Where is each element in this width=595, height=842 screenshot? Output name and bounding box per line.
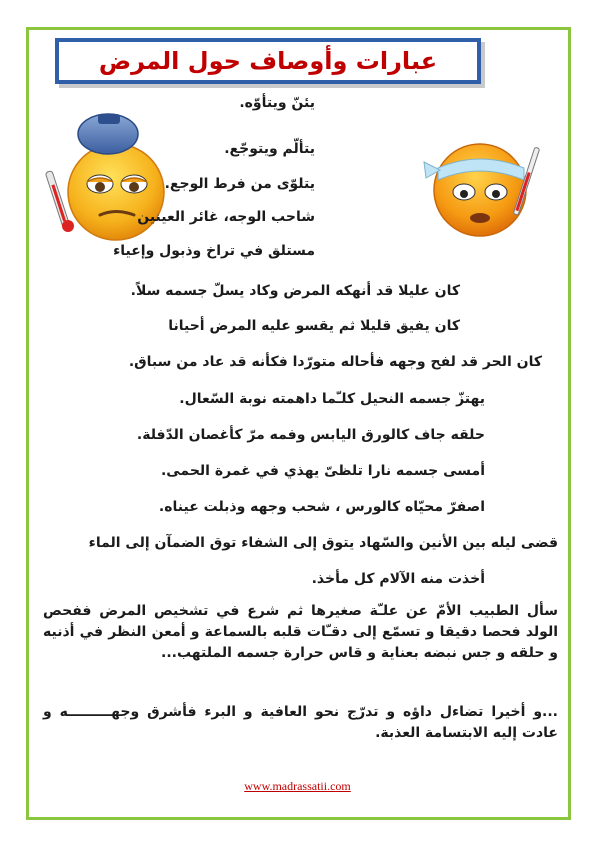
- phrase-line: أمسى جسمه نارا تلظىّ يهذي في غمرة الحمى.: [160, 463, 485, 479]
- phrase-line: يتألّم ويتوجّع.: [224, 141, 315, 157]
- phrase-line: كان الحر قد لفح وجهه فأحاله متورّدا فكأنه قد عاد من سباق.: [128, 354, 542, 370]
- phrase-line: كان يفيق قليلا ثم يقسو عليه المرض أحيانا: [168, 318, 460, 334]
- website-link[interactable]: www.madrassatii.com: [244, 779, 351, 793]
- phrase-line: مستلق في تراخ وذبول وإعياء: [113, 243, 315, 259]
- phrase-line: يهتزّ جسمه النحيل كلـّما داهمته نوبة السّعال.: [179, 391, 485, 407]
- phrase-line: يئنّ ويتأوّه.: [239, 95, 315, 111]
- phrase-line: شاحب الوجه، غائر العينين: [137, 209, 315, 225]
- phrase-line: حلقه جاف كالورق اليابس وفمه مرّ كأغصان الدّفلة.: [136, 427, 485, 443]
- phrase-line: كان عليلا قد أنهكه المرض وكاد يسلّ جسمه سلاً.: [130, 283, 460, 299]
- phrase-line: أخذت منه الآلام كل مأخذ.: [311, 571, 485, 587]
- title-box: [55, 38, 481, 84]
- paragraph-diagnosis: سأل الطبيب الأمّ عن علـّة صغيرها ثم شرع في تشخيص المرض ففحص الولد فحصا دقيقا و تسمّع إلى دقـّات قلبه بالسماعة و أمعن النظر في أذنيه و حلقه و جس نبضه بعناية و قاس حرارة جسمه الملتهب...: [43, 603, 558, 661]
- page-title: عبارات وأوصاف حول المرض: [98, 47, 438, 75]
- sick-emoji-bandage-image: [412, 132, 547, 242]
- paragraph-recovery: ...و أخيرا تضاءل داؤه و تدرّج نحو العافية و البرء فأشرق وجهـــــــــه و عادت إليه الابتسامة العذبة.: [43, 704, 558, 741]
- phrase-line: يتلوّى من فرط الوجع.: [164, 176, 315, 192]
- phrase-line: قضى ليله بين الأنين والسّهاد يتوق إلى الشفاء توق الضمآن إلى الماء: [88, 535, 558, 551]
- phrase-line: اصفرّ محيّاه كالورس ، شحب وجهه وذبلت عيناه.: [158, 499, 485, 515]
